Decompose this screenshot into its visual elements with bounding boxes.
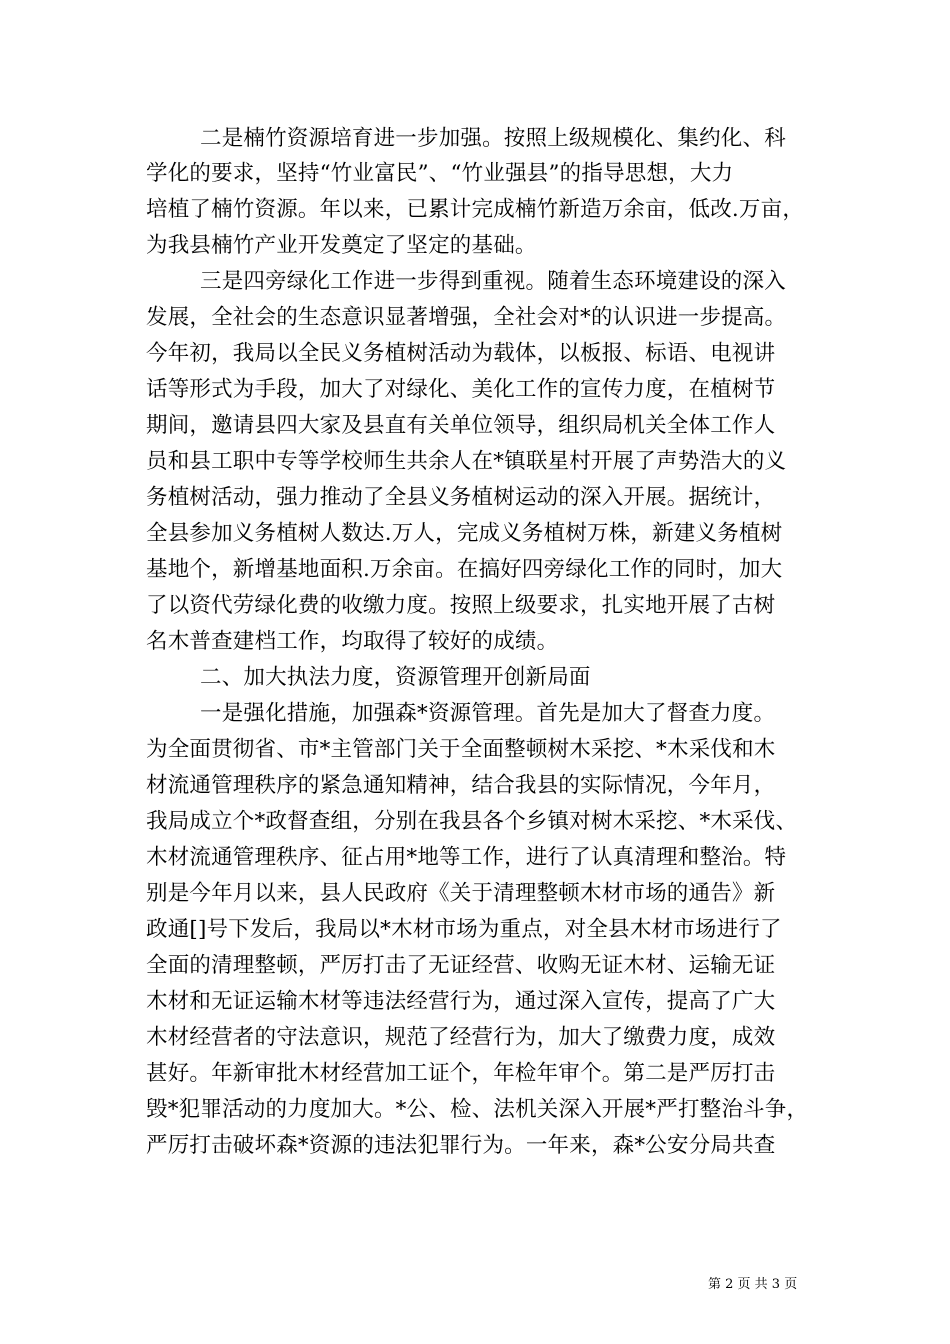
paragraph-line: 学化的要求，坚持“竹业富民”、“竹业强县”的指导思想，大力 bbox=[146, 161, 734, 186]
paragraph-line: 毁*犯罪活动的力度加大。*公、检、法机关深入开展*严打整治斗争， bbox=[146, 1097, 809, 1122]
paragraph-line: 我局成立个*政督查组，分别在我县各个乡镇对树木采挖、*木采伐、 bbox=[146, 809, 798, 834]
paragraph-line: 全面的清理整顿，严厉打击了无证经营、收购无证木材、运输无证 bbox=[146, 953, 776, 978]
paragraph-line: 全县参加义务植树人数达.万人，完成义务植树万株，新建义务植树 bbox=[146, 521, 783, 546]
paragraph-line: 木材和无证运输木材等违法经营行为，通过深入宣传，提高了广大 bbox=[146, 989, 776, 1014]
paragraph-line: 为我县楠竹产业开发奠定了坚定的基础。 bbox=[146, 233, 537, 258]
paragraph-line: 别是今年月以来，县人民政府《关于清理整顿木材市场的通告》新 bbox=[146, 881, 776, 906]
paragraph-line: 发展，全社会的生态意识显著增强，全社会对*的认识进一步提高。 bbox=[146, 305, 787, 330]
page-number: 第 2 页 共 3 页 bbox=[708, 1277, 798, 1292]
paragraph-line: 一是强化措施，加强森*资源管理。首先是加大了督查力度。 bbox=[200, 701, 776, 726]
paragraph-line: 为全面贯彻省、市*主管部门关于全面整顿树木采挖、*木采伐和木 bbox=[146, 737, 776, 762]
paragraph-line: 务植树活动，强力推动了全县义务植树运动的深入开展。据统计， bbox=[146, 485, 776, 510]
paragraph-line: 今年初，我局以全民义务植树活动为载体，以板报、标语、电视讲 bbox=[146, 341, 776, 366]
paragraph-line: 三是四旁绿化工作进一步得到重视。随着生态环境建设的深入 bbox=[200, 269, 786, 294]
paragraph-line: 甚好。年新审批木材经营加工证个，年检年审个。第二是严厉打击 bbox=[146, 1061, 776, 1086]
paragraph-line: 期间，邀请县四大家及县直有关单位领导，组织局机关全体工作人 bbox=[146, 413, 776, 438]
paragraph-line: 名木普查建档工作，均取得了较好的成绩。 bbox=[146, 629, 559, 654]
paragraph-line: 材流通管理秩序的紧急通知精神，结合我县的实际情况，今年月， bbox=[146, 773, 776, 798]
paragraph-line: 木材经营者的守法意识，规范了经营行为，加大了缴费力度，成效 bbox=[146, 1025, 776, 1050]
paragraph-line: 严厉打击破坏森*资源的违法犯罪行为。一年来，森*公安分局共查 bbox=[146, 1133, 776, 1158]
paragraph-line: 木材流通管理秩序、征占用*地等工作，进行了认真清理和整治。特 bbox=[146, 845, 787, 870]
paragraph-line: 政通[]号下发后，我局以*木材市场为重点，对全县木材市场进行了 bbox=[146, 917, 782, 942]
paragraph-line: 了以资代劳绿化费的收缴力度。按照上级要求，扎实地开展了古树 bbox=[146, 593, 776, 618]
paragraph-line: 二是楠竹资源培育进一步加强。按照上级规模化、集约化、科 bbox=[200, 126, 786, 151]
paragraph-line: 培植了楠竹资源。年以来，已累计完成楠竹新造万余亩，低改.万亩， bbox=[146, 197, 805, 222]
paragraph-line: 员和县工职中专等学校师生共余人在*镇联星村开展了声势浩大的义 bbox=[146, 449, 787, 474]
paragraph-line: 基地个，新增基地面积.万余亩。在搞好四旁绿化工作的同时，加大 bbox=[146, 557, 783, 582]
paragraph-line: 话等形式为手段，加大了对绿化、美化工作的宣传力度，在植树节 bbox=[146, 377, 776, 402]
section-heading: 二、加大执法力度，资源管理开创新局面 bbox=[200, 665, 591, 690]
